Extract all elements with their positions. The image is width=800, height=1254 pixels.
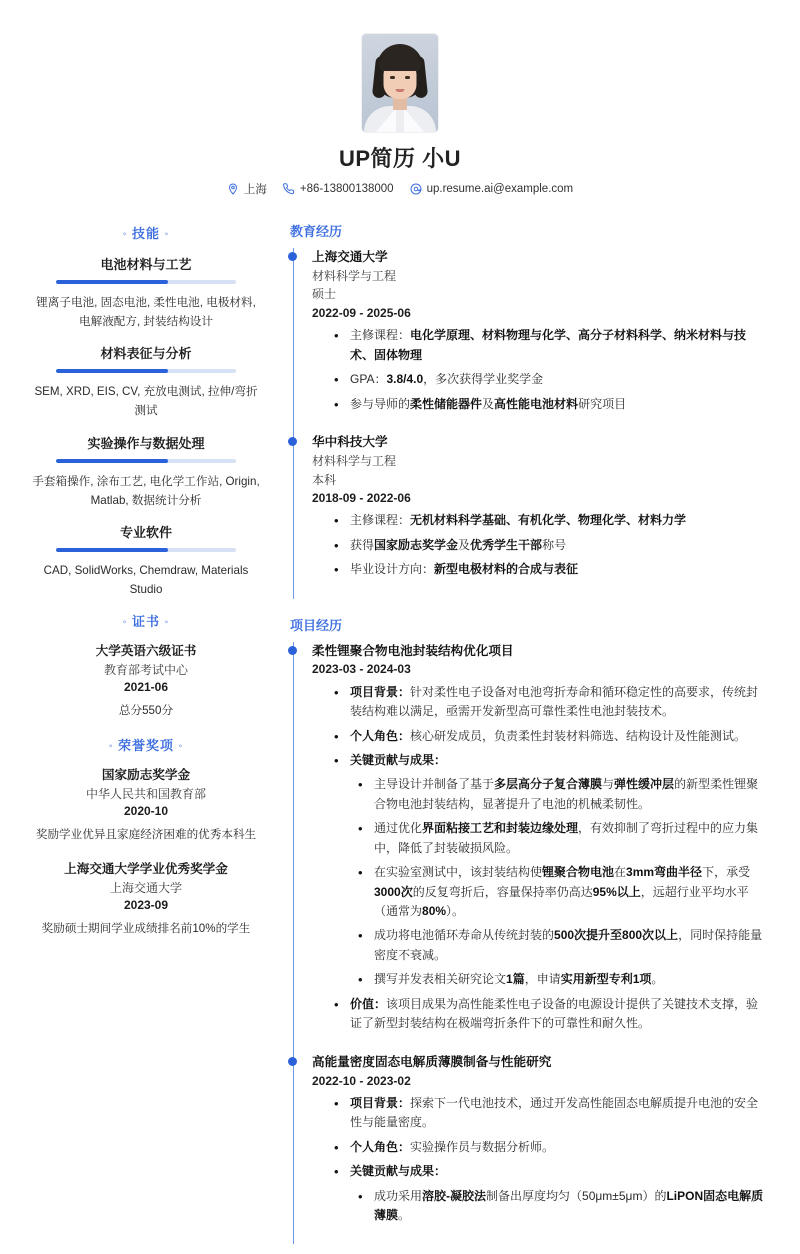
project-date: 2022-10 - 2023-02 <box>312 1073 411 1088</box>
list-item <box>334 1162 770 1225</box>
contact-email <box>410 183 574 195</box>
sidebar-heading-skills <box>30 223 262 242</box>
list-item-label: 关键贡献与成果： <box>350 752 447 767</box>
project-title: 柔性锂聚合物电池封装结构优化项目 <box>312 643 514 658</box>
award-desc: 奖励学业优异且家庭经济困难的优秀本科生 <box>35 827 257 841</box>
photo-eye-right <box>405 76 410 79</box>
certificate-org: 教育部考试中心 <box>103 663 188 677</box>
award-desc: 奖励硕士期间学业成绩排名前10%的学生 <box>41 922 251 936</box>
education-school: 上海交通大学 <box>312 250 388 264</box>
project-bullets <box>312 1094 770 1226</box>
award-date: 2020-10 <box>123 803 169 818</box>
project-entry <box>312 1053 770 1245</box>
skill-name: 实验操作与数据处理 <box>87 435 205 451</box>
project-title: 高能量密度固态电解质薄膜制备与性能研究 <box>312 1054 552 1069</box>
education-bullets <box>312 326 770 414</box>
skill-name: 材料表征与分析 <box>100 346 192 362</box>
certificate-desc: 总分550分 <box>118 704 174 717</box>
contact-phone-text: +86-13800138000 <box>299 183 394 195</box>
skill-items: CAD, SolidWorks, Chemdraw, Materials Studio <box>43 563 249 596</box>
list-item: • 个人角色：实验操作员与数据分析师。 <box>334 1138 770 1157</box>
project-entry <box>312 642 770 1053</box>
section-heading-education: 教育经历 <box>290 224 343 239</box>
skill-items: 锂离子电池, 固态电池, 柔性电池, 电极材料, 电解液配方, 封装结构设计 <box>36 296 256 329</box>
list-item: • 参与导师的柔性储能器件及高性能电池材料研究项目 <box>334 395 770 414</box>
sidebar <box>30 221 278 953</box>
main-content <box>278 221 770 1244</box>
sidebar-heading-certificates <box>30 611 262 630</box>
certificates-heading-text: 证书 <box>131 614 160 629</box>
section-heading-projects: 项目经历 <box>290 617 343 633</box>
timeline-dot-icon <box>288 252 297 261</box>
resume-body <box>30 221 770 1244</box>
skill-item <box>30 254 262 331</box>
ring-right-icon: ◦ <box>164 617 170 629</box>
location-pin-icon <box>227 183 239 195</box>
list-item: • 成功将电池循环寿命从传统封装的500次提升至800次以上，同时保持能量密度不衰减。 <box>358 926 770 965</box>
photo-fringe <box>379 54 421 71</box>
photo-wrapper <box>30 34 770 132</box>
skill-progress-fill <box>56 459 168 463</box>
list-item: • 成功采用溶胶-凝胶法制备出厚度均匀（50μm±5μm）的LiPON固态电解质薄膜。 <box>358 1187 770 1226</box>
award-title: 上海交通大学学业优秀奖学金 <box>64 862 228 877</box>
certificate-title: 大学英语六级证书 <box>95 644 197 658</box>
award-org: 上海交通大学 <box>109 881 182 896</box>
projects-timeline <box>293 642 770 1245</box>
list-item: • 撰写并发表相关研究论文1篇，申请实用新型专利1项。 <box>358 970 770 989</box>
contact-email-text: up.resume.ai@example.com <box>426 183 574 195</box>
skill-progress-track <box>56 548 236 552</box>
skill-item <box>30 433 262 510</box>
list-item: • 毕业设计方向：新型电极材料的合成与表征 <box>334 560 770 579</box>
list-item: • 价值：该项目成果为高性能柔性电子设备的电源设计提供了关键技术支撑，验证了新型封装结构在极端弯折条件下的可靠性和耐久性。 <box>334 995 770 1034</box>
award-date: 2023-09 <box>123 898 169 913</box>
ring-left-icon: ◦ <box>108 740 114 752</box>
timeline-dot-icon <box>288 1057 297 1066</box>
list-item <box>334 751 770 990</box>
skill-item <box>30 522 262 599</box>
list-item: • 主修课程：无机材料科学基础、有机化学、物理化学、材料力学 <box>334 511 770 530</box>
education-timeline <box>293 248 770 599</box>
contact-phone <box>283 183 394 195</box>
skill-progress-fill <box>56 548 168 552</box>
list-item: • 在实验室测试中，该封装结构使锂聚合物电池在3mm弯曲半径下，承受3000次的反复弯折后，容量保持率仍高达95%以上，远超行业平均水平（通常为80%）。 <box>358 863 770 921</box>
skill-name: 专业软件 <box>119 524 172 540</box>
contact-list <box>30 181 770 197</box>
list-item: • 主导设计并制备了基于多层高分子复合薄膜与弹性缓冲层的新型柔性锂聚合物电池封装结构，显著提升了电池的机械柔韧性。 <box>358 775 770 814</box>
skills-list <box>30 254 262 599</box>
education-bullets <box>312 511 770 579</box>
contact-location-text: 上海 <box>243 184 267 196</box>
skill-items: SEM, XRD, EIS, CV, 充放电测试, 拉伸/弯折测试 <box>34 385 258 418</box>
contact-location <box>227 181 267 197</box>
email-icon <box>410 183 422 195</box>
awards-heading-text: 荣誉奖项 <box>117 737 174 753</box>
timeline-dot-icon <box>288 646 297 655</box>
award-item <box>30 858 262 939</box>
skills-heading-text: 技能 <box>131 226 160 241</box>
list-item: • 主修课程：电化学原理、材料物理与化学、高分子材料科学、纳米材料与技术、固体物理 <box>334 326 770 365</box>
education-degree: 本科 <box>312 472 337 487</box>
page-title: UP简历 小U <box>338 146 462 171</box>
photo-eye-left <box>390 76 395 79</box>
certificate-item <box>30 640 262 721</box>
project-date: 2023-03 - 2024-03 <box>312 662 411 677</box>
education-entry <box>312 248 770 433</box>
resume-header <box>30 34 770 207</box>
list-item: • 获得国家励志奖学金及优秀学生干部称号 <box>334 536 770 555</box>
skill-items: 手套箱操作, 涂布工艺, 电化学工作站, Origin, Matlab, 数据统计分析 <box>32 474 260 507</box>
skill-progress-fill <box>56 369 168 373</box>
project-sub-bullets <box>350 1187 770 1226</box>
ring-right-icon: ◦ <box>164 229 170 241</box>
timeline-dot-icon <box>288 437 297 446</box>
ring-left-icon: ◦ <box>122 229 128 241</box>
skill-progress-track <box>56 459 236 463</box>
project-bullets <box>312 683 770 1034</box>
ring-right-icon: ◦ <box>178 740 184 752</box>
education-major: 材料科学与工程 <box>312 453 397 468</box>
list-item: • 项目背景：针对柔性电子设备对电池弯折寿命和循环稳定性的高要求，传统封装结构难以满足，亟需开发新型高可靠性柔性电池封装技术。 <box>334 683 770 722</box>
award-org: 中华人民共和国教育部 <box>85 786 206 801</box>
skill-progress-track <box>56 280 236 284</box>
education-degree: 硕士 <box>312 287 337 302</box>
list-item: • 项目背景：探索下一代电池技术，通过开发高性能固态电解质提升电池的安全性与能量密度。 <box>334 1094 770 1133</box>
skill-progress-fill <box>56 280 168 284</box>
list-item: • 个人角色：核心研发成员，负责柔性封装材料筛选、结构设计及性能测试。 <box>334 727 770 746</box>
list-item: • GPA：3.8/4.0，多次获得学业奖学金 <box>334 370 770 389</box>
education-school: 华中科技大学 <box>312 435 388 450</box>
education-major: 材料科学与工程 <box>312 268 397 283</box>
profile-photo <box>362 34 438 132</box>
skill-item <box>30 343 262 420</box>
ring-left-icon: ◦ <box>122 617 128 629</box>
sidebar-heading-awards <box>30 735 262 754</box>
award-title: 国家励志奖学金 <box>101 767 191 782</box>
certificate-date: 2021-06 <box>123 680 169 694</box>
skill-progress-track <box>56 369 236 373</box>
phone-icon <box>283 183 295 195</box>
project-sub-bullets <box>350 775 770 989</box>
education-entry <box>312 433 770 599</box>
education-date: 2022-09 - 2025-06 <box>312 306 411 321</box>
skill-name: 电池材料与工艺 <box>100 257 192 272</box>
education-date: 2018-09 - 2022-06 <box>312 491 411 506</box>
award-item <box>30 764 262 845</box>
list-item: • 通过优化界面粘接工艺和封装边缘处理，有效抑制了弯折过程中的应力集中，降低了封装破损风险。 <box>358 819 770 858</box>
list-item-label: 关键贡献与成果： <box>350 1164 447 1179</box>
